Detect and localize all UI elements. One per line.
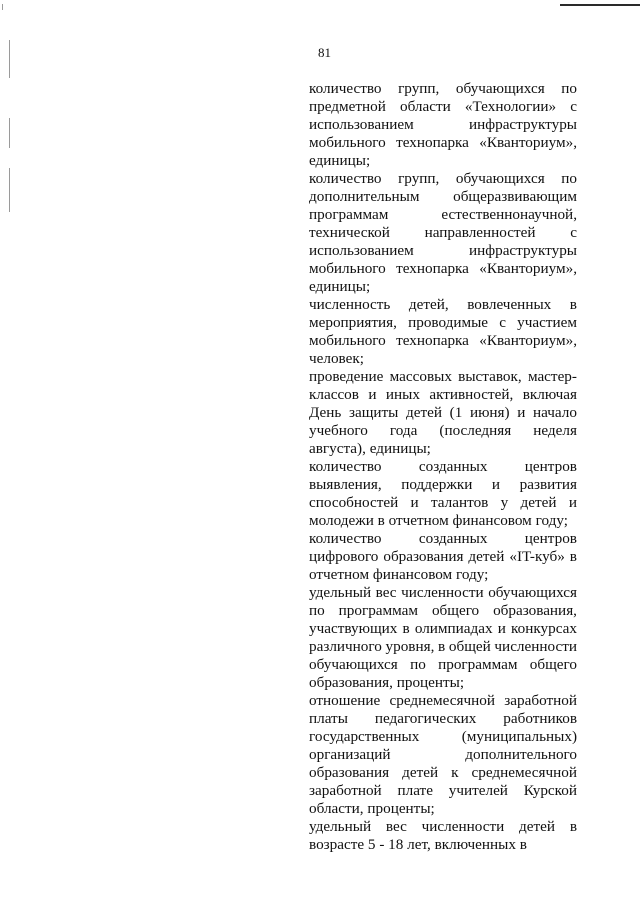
word: «IT-куб» (509, 548, 565, 565)
word: у (500, 494, 509, 511)
top-edge-rule (560, 4, 640, 6)
word: учебного (309, 422, 368, 439)
word: августа), (309, 440, 366, 457)
word: выставок, (458, 368, 522, 385)
word: отношение (309, 692, 381, 709)
word: - (379, 836, 385, 853)
text-line (309, 242, 577, 260)
text-line (309, 746, 577, 764)
word: финансовом (372, 566, 453, 583)
word: олимпиадах (414, 620, 493, 637)
word: инфраструктуры (469, 242, 577, 259)
paragraph (309, 296, 577, 368)
text-line (309, 476, 577, 494)
word: и (368, 386, 377, 403)
text-line (309, 350, 577, 368)
text-line (309, 152, 577, 170)
paragraph (309, 458, 577, 530)
text-line (309, 584, 577, 602)
word: в (569, 296, 577, 313)
text-line (309, 440, 577, 458)
text-line (309, 170, 577, 188)
text-line (309, 782, 577, 800)
word: государственных (309, 728, 420, 745)
word: включенных (434, 836, 516, 853)
word: по (561, 80, 577, 97)
word: Курской (523, 782, 577, 799)
paragraph (309, 692, 577, 818)
word: единицы; (309, 278, 371, 295)
word: вес (375, 584, 397, 601)
word: единицы; (369, 440, 431, 457)
word: «Кванториум», (479, 134, 577, 151)
word: поддержки (401, 476, 473, 493)
word: численности (401, 584, 484, 601)
word: и (497, 620, 506, 637)
text-line (309, 314, 577, 332)
word: по (561, 170, 577, 187)
word: детей (468, 548, 505, 565)
word: дополнительным (309, 188, 420, 205)
word: общего (431, 602, 480, 619)
word: образования (383, 548, 464, 565)
word: групп, (398, 80, 440, 97)
word: обучающихся (488, 584, 577, 601)
word: по (410, 656, 426, 673)
word: проценты; (396, 674, 465, 691)
word: центров (524, 530, 577, 547)
text-line (309, 386, 577, 404)
word: проведение (309, 368, 384, 385)
text-line (309, 458, 577, 476)
word: организаций (309, 746, 391, 763)
word: среднемесячной (389, 692, 495, 709)
word: «Кванториум», (479, 332, 577, 349)
word: День (309, 404, 342, 421)
word: июня) (469, 404, 510, 421)
word: классов (309, 386, 359, 403)
word: в (438, 638, 446, 655)
word: массовых (389, 368, 452, 385)
text-line (309, 548, 577, 566)
text-line (309, 530, 577, 548)
word: и (517, 404, 526, 421)
text-line (309, 368, 577, 386)
word: количество (309, 170, 382, 187)
word: финансовом (452, 512, 532, 529)
word: отчетном (388, 512, 449, 529)
word: года (389, 422, 418, 439)
word: детей (520, 494, 557, 511)
word: программам (338, 602, 419, 619)
body-text (309, 80, 577, 854)
text-line (309, 134, 577, 152)
word: технической (309, 224, 390, 241)
word: общеразвивающим (453, 188, 577, 205)
word: технопарка (396, 332, 469, 349)
word: включая (522, 386, 577, 403)
word: плате (397, 782, 433, 799)
word: в (402, 620, 410, 637)
text-line (309, 620, 577, 638)
word: различного (309, 638, 382, 655)
text-line (309, 512, 577, 530)
text-line (309, 206, 577, 224)
word: активностей, (429, 386, 514, 403)
word: численность (309, 296, 391, 313)
word: работников (503, 710, 577, 727)
word: образования (309, 764, 390, 781)
text-line (309, 800, 577, 818)
scan-margin-mark (9, 118, 10, 148)
text-line (309, 638, 577, 656)
word: детей, (408, 296, 449, 313)
paragraph (309, 584, 577, 692)
word: инфраструктуры (469, 116, 577, 133)
word: мобильного (309, 332, 386, 349)
word: мобильного (309, 260, 386, 277)
word: вовлеченных (467, 296, 552, 313)
word: количество (309, 80, 382, 97)
scan-margin-mark (9, 168, 10, 212)
text-line (309, 422, 577, 440)
word: и (491, 476, 501, 493)
word: мероприятия, (309, 314, 397, 331)
word: в (569, 818, 577, 835)
word: участием (517, 314, 577, 331)
word: заработной (504, 692, 577, 709)
word: общей (448, 638, 491, 655)
word: численности (494, 638, 577, 655)
word: с (570, 98, 577, 115)
word: количество (309, 458, 382, 475)
word: лет, (407, 836, 431, 853)
word: естественнонаучной, (441, 206, 577, 223)
text-line (309, 728, 577, 746)
word: (муниципальных) (461, 728, 577, 745)
word: с (499, 314, 506, 331)
word: талантов (430, 494, 489, 511)
paragraph (309, 80, 577, 170)
text-line (309, 332, 577, 350)
text-line (309, 296, 577, 314)
text-line (309, 602, 577, 620)
word: «Технологии» (464, 98, 557, 115)
word: технопарка (396, 134, 469, 151)
word: в (377, 512, 385, 529)
word: и (410, 494, 419, 511)
word: области, (309, 800, 364, 817)
text-line (309, 98, 577, 116)
word: уровня, (385, 638, 435, 655)
text-line (309, 764, 577, 782)
text-line (309, 278, 577, 296)
word: программам (438, 656, 518, 673)
word: цифрового (309, 548, 379, 565)
word: детей (519, 818, 556, 835)
word: (последняя (439, 422, 512, 439)
word: удельный (309, 818, 372, 835)
word: в (569, 548, 577, 565)
word: детей (402, 764, 439, 781)
word: «Кванториум», (479, 260, 577, 277)
word: численности (421, 818, 505, 835)
word: вес (385, 818, 407, 835)
word: детей (406, 404, 443, 421)
text-line (309, 836, 577, 854)
word: образования, (309, 674, 393, 691)
word: образования, (493, 602, 577, 619)
word: среднемесячной (471, 764, 577, 781)
text-line (309, 80, 577, 98)
word: с (570, 224, 577, 241)
word: технопарка (396, 260, 469, 277)
word: групп, (398, 170, 440, 187)
paragraph (309, 170, 577, 296)
word: удельный (309, 584, 372, 601)
word: возрасте (309, 836, 365, 853)
word: обучающихся (455, 170, 545, 187)
word: участвующих (309, 620, 398, 637)
text-line (309, 818, 577, 836)
word: году; (535, 512, 568, 529)
scan-margin-mark (9, 40, 10, 78)
word: использованием (309, 242, 414, 259)
word: программам (309, 206, 389, 223)
word: созданных (418, 458, 488, 475)
text-line (309, 404, 577, 422)
word: и (568, 494, 577, 511)
word: в (519, 836, 527, 853)
word: единицы; (309, 152, 371, 169)
text-line (309, 656, 577, 674)
word: мастер- (527, 368, 577, 385)
word: предметной (309, 98, 386, 115)
word: проводимые (408, 314, 489, 331)
word: начало (533, 404, 577, 421)
word: человек; (309, 350, 364, 367)
word: способностей (309, 494, 399, 511)
scan-corner-mark (2, 4, 3, 10)
word: конкурсах (511, 620, 577, 637)
text-line (309, 692, 577, 710)
word: направленностей (424, 224, 536, 241)
word: созданных (418, 530, 488, 547)
word: защиты (348, 404, 399, 421)
text-line (309, 674, 577, 692)
word: учителей (448, 782, 508, 799)
word: области (399, 98, 451, 115)
word: обучающихся (309, 656, 398, 673)
word: педагогических (374, 710, 477, 727)
word: общего (529, 656, 577, 673)
word: молодежи (309, 512, 374, 529)
word: дополнительного (465, 746, 577, 763)
word: развития (519, 476, 577, 493)
word: платы (309, 710, 348, 727)
text-line (309, 260, 577, 278)
word: выявления, (309, 476, 382, 493)
word: заработной (309, 782, 382, 799)
text-line (309, 116, 577, 134)
word: неделя (533, 422, 577, 439)
paragraph (309, 368, 577, 458)
text-line (309, 710, 577, 728)
paragraph (309, 530, 577, 584)
word: году; (455, 566, 489, 583)
word: использованием (309, 116, 414, 133)
text-line (309, 188, 577, 206)
paragraph (309, 818, 577, 854)
word: обучающихся (455, 80, 545, 97)
word: иных (385, 386, 420, 403)
word: к (451, 764, 459, 781)
word: количество (309, 530, 382, 547)
word: центров (524, 458, 577, 475)
word: (1 (449, 404, 463, 421)
text-line (309, 494, 577, 512)
word: проценты; (367, 800, 435, 817)
word: по (309, 602, 325, 619)
page-number: 81 (318, 45, 331, 60)
word: 18 (388, 836, 404, 853)
text-line (309, 224, 577, 242)
text-line (309, 566, 577, 584)
word: мобильного (309, 134, 386, 151)
word: отчетном (309, 566, 370, 583)
word: 5 (367, 836, 376, 853)
